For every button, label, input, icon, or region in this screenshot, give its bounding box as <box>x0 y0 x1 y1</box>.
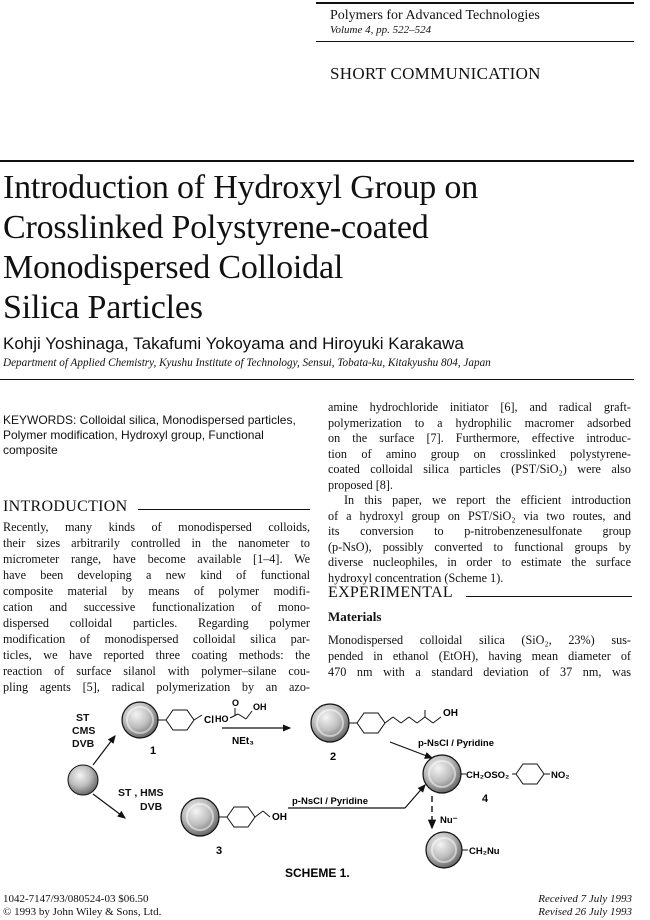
reagent-dvb-2: DVB <box>140 801 163 813</box>
section-label: SHORT COMMUNICATION <box>330 64 541 83</box>
label-o-acid: O <box>232 698 240 708</box>
bond <box>393 717 401 723</box>
intro-line: pling agents [5], radical polymerization by an azo- <box>3 680 310 694</box>
arrow-to-1 <box>93 736 115 765</box>
label-net3: NEt₃ <box>232 736 254 747</box>
keywords: KEYWORDS: Colloidal silica, Monodispersed particles, Polymer modification, Hydroxyl group, Functional composite <box>3 413 296 457</box>
bond <box>417 717 425 723</box>
footer-received: Received 7 July 1993 <box>538 893 632 905</box>
authors: Kohji Yoshinaga, Takafumi Yokoyama and Hiroyuki Karakawa <box>3 334 464 353</box>
affiliation: Department of Applied Chemistry, Kyushu Institute of Technology, Sensui, Tobata-ku, Kitakyushu 804, Japan <box>3 357 491 369</box>
footer-issn: 1042-7147/93/080524-03 $06.50 <box>3 893 149 905</box>
bond <box>401 717 409 723</box>
right-line: (p-NsO), possibly converted to functional groups by <box>328 539 631 554</box>
benzene-ring-3 <box>227 807 255 827</box>
bond <box>433 717 441 723</box>
label-no2: NO₂ <box>551 770 570 781</box>
bond <box>425 717 433 723</box>
label-nu: Nu⁻ <box>440 815 458 826</box>
right-line: of a hydroxyl group on PST/SiO₂ via two routes, and <box>328 508 631 523</box>
compound-label-3: 3 <box>216 845 223 857</box>
right-line: its conversion to p-nitrobenzenesulfonate group <box>328 524 631 538</box>
intro-line: dispersed colloidal particles. Regarding polymer <box>3 616 310 630</box>
benzene-ring-2 <box>357 713 385 733</box>
right-line: polymerization to a hydrophilic macromer adsorbed <box>328 415 631 430</box>
header-top-rule <box>316 2 634 4</box>
right-col-body <box>328 400 631 586</box>
title-line-2: Crosslinked Polystyrene-coated <box>3 209 429 246</box>
experimental-heading-rule <box>466 596 632 597</box>
label-oh-acid: OH <box>253 702 267 712</box>
reagent-dvb: DVB <box>72 738 95 750</box>
materials-line: pended in ethanol (EtOH), having mean diameter of <box>328 649 631 663</box>
label-pnscl-bottom: p-NsCl / Pyridine <box>292 796 369 807</box>
intro-line: micrometer range, have become available [1–4]. We <box>3 552 310 566</box>
right-line: proposed [8]. <box>328 477 393 492</box>
header-volume-rule <box>316 41 634 42</box>
bond <box>255 811 263 817</box>
journal-volume: Volume 4, pp. 522–524 <box>330 24 432 36</box>
right-line: In this paper, we report the efficient introduction <box>344 493 631 507</box>
right-line: diverse nucleophiles, in order to estimate the surface <box>328 555 631 569</box>
label-cl: Cl <box>204 715 214 726</box>
journal-name: Polymers for Advanced Technologies <box>330 8 540 23</box>
article-title <box>3 168 478 328</box>
scheme-caption: SCHEME 1. <box>285 866 350 880</box>
right-line: on the surface [7]. Furthermore, effective introduc- <box>328 431 631 445</box>
silica-particle <box>68 765 98 795</box>
title-line-1: Introduction of Hydroxyl Group on <box>3 169 478 206</box>
intro-body <box>3 519 310 695</box>
title-line-4: Silica Particles <box>3 289 203 326</box>
materials-body <box>328 632 631 680</box>
intro-line: Recently, many kinds of monodispersed colloids, <box>3 520 310 534</box>
bond <box>385 717 393 723</box>
intro-heading: INTRODUCTION <box>3 498 128 515</box>
bond <box>194 715 202 720</box>
bond <box>263 811 270 817</box>
label-ch2oso2: CH₂OSO₂ <box>466 770 510 781</box>
bond <box>230 714 238 718</box>
reagent-cms: CMS <box>72 725 96 737</box>
label-oh-3: OH <box>272 812 287 823</box>
materials-heading: Materials <box>328 609 382 624</box>
compound-label-2: 2 <box>330 751 337 763</box>
title-top-rule <box>0 160 634 162</box>
experimental-heading: EXPERIMENTAL <box>328 584 453 601</box>
materials-line: 470 nm with a standard deviation of 37 nm, was <box>328 665 631 679</box>
intro-line: cation and successive functionalization of mono- <box>3 600 310 614</box>
reagent-st: ST <box>76 712 90 724</box>
bond <box>409 717 417 723</box>
arrow-3-to-4 <box>405 785 425 808</box>
intro-heading-rule <box>138 509 310 510</box>
affiliation-rule <box>0 379 634 380</box>
bond <box>238 714 246 719</box>
label-pnscl-top: p-NsCl / Pyridine <box>418 738 495 749</box>
footer-revised: Revised 26 July 1993 <box>538 906 632 918</box>
materials-line: Monodispersed colloidal silica (SiO₂, 23%) sus- <box>328 633 631 647</box>
title-line-3: Monodispersed Colloidal <box>3 249 344 286</box>
intro-line: have been developing a new kind of functional <box>3 568 310 582</box>
label-ch2nu: CH₂Nu <box>469 846 500 857</box>
intro-line: ticles, we have reported three coating methods: the <box>3 648 310 662</box>
label-ho: HO <box>215 714 229 724</box>
scheme-figure <box>0 690 650 885</box>
benzene-ring-1 <box>166 710 194 730</box>
compound-label-1: 1 <box>150 745 157 757</box>
compound-label-4: 4 <box>482 793 489 805</box>
intro-line: composite material by means of polymer modifi- <box>3 584 310 598</box>
right-line: hydroxyl concentration (Scheme 1). <box>328 570 504 585</box>
benzene-ring-4 <box>516 764 544 784</box>
intro-line: their sizes arbitrarily controlled in the nanometer to <box>3 536 310 550</box>
reagent-st-hms: ST , HMS <box>118 787 164 799</box>
right-line: amine hydrochloride initiator [6], and radical graft- <box>328 400 631 414</box>
intro-line: reaction of surface silanol with polymer–silane cou- <box>3 664 310 678</box>
intro-line: modification of monodispersed colloidal silica par- <box>3 632 310 646</box>
footer-copyright: © 1993 by John Wiley & Sons, Ltd. <box>3 906 162 918</box>
right-line: coated colloidal silica particles (PST/SiO₂) were also <box>328 462 631 476</box>
right-line: tion of amino group on crosslinked polystyrene- <box>328 446 631 461</box>
bond <box>246 711 252 719</box>
label-oh-2: OH <box>443 708 458 719</box>
